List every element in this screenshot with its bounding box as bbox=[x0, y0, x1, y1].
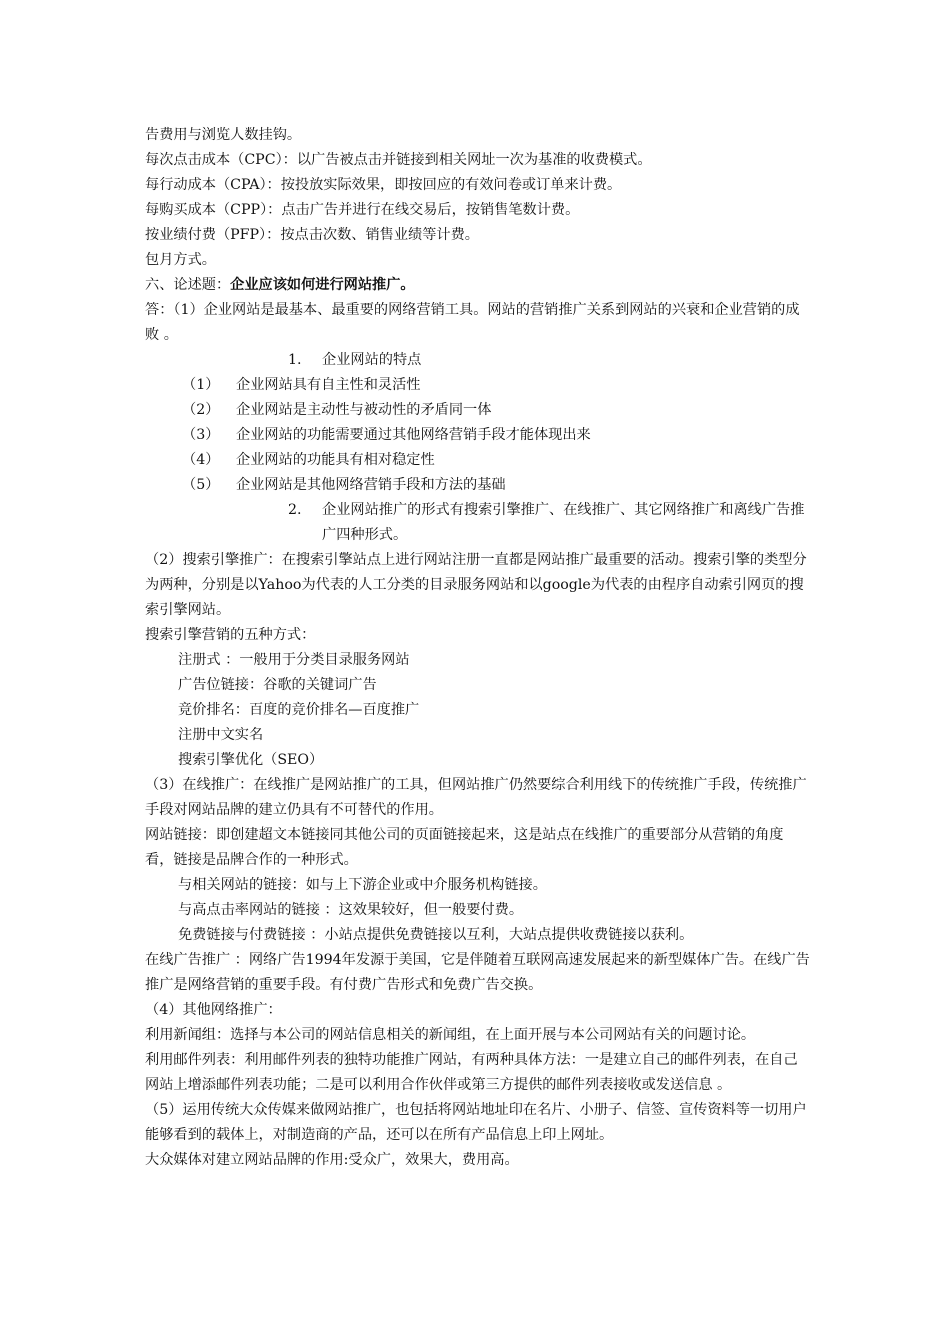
list-text: 企业网站推广的形式有搜索引擎推广、在线推广、其它网络推广和离线广告推广四种形式。 bbox=[322, 502, 805, 543]
list-number: 1. bbox=[288, 352, 302, 368]
paragraph: 每行动成本（CPA）：按投放实际效果，即按回应的有效问卷或订单来计费。 bbox=[145, 177, 622, 193]
document-body bbox=[145, 123, 810, 1173]
paragraph: 搜索引擎营销的五种方式： bbox=[145, 627, 316, 643]
essay-question: 企业应该如何进行网站推广。 bbox=[230, 277, 415, 293]
paragraph: （2）搜索引擎推广：在搜索引擎站点上进行网站注册一直都是网站推广最重要的活动。搜索引擎的类型分为两种，分别是以Yahoo为代表的人工分类的目录服务网站和以google为代表的由程序自动索引网页的搜索引擎网站。 bbox=[145, 552, 807, 618]
list-item: 注册中文实名 bbox=[178, 727, 264, 743]
section-label: 六、论述题： bbox=[145, 277, 231, 293]
paragraph: 告费用与浏览人数挂钩。 bbox=[145, 127, 302, 143]
paragraph: 利用新闻组：选择与本公司的网站信息相关的新闻组，在上面开展与本公司网站有关的问题讨论。 bbox=[145, 1027, 756, 1043]
list-item: （5） 企业网站是其他网络营销手段和方法的基础 bbox=[182, 477, 506, 493]
section-heading bbox=[145, 273, 810, 298]
list-item: 免费链接与付费链接 ：小站点提供免费链接以互利，大站点提供收费链接以获利。 bbox=[178, 927, 694, 943]
list-item: 与相关网站的链接：如与上下游企业或中介服务机构链接。 bbox=[178, 877, 547, 893]
list-item: （3） 企业网站的功能需要通过其他网络营销手段才能体现出来 bbox=[182, 427, 591, 443]
paragraph: 在线广告推广 ：网络广告1994年发源于美国，它是伴随着互联网高速发展起来的新型媒体广告。在线广告推广是网络营销的重要手段。有付费广告形式和免费广告交换。 bbox=[145, 952, 810, 993]
list-item: 广告位链接：谷歌的关键词广告 bbox=[178, 677, 377, 693]
list-item: 注册式 ：一般用于分类目录服务网站 bbox=[178, 652, 410, 668]
list-item: 搜索引擎优化（SEO） bbox=[178, 752, 324, 768]
list-item: （2） 企业网站是主动性与被动性的矛盾同一体 bbox=[182, 402, 492, 418]
paragraph: （5）运用传统大众传媒来做网站推广，也包括将网站地址印在名片、小册子、信签、宣传资料等一切用户能够看到的载体上，对制造商的产品，还可以在所有产品信息上印上网址。 bbox=[145, 1102, 807, 1143]
paragraph: 网站链接：即创建超文本链接同其他公司的页面链接起来，这是站点在线推广的重要部分从营销的角度看，链接是品牌合作的一种形式。 bbox=[145, 827, 784, 868]
paragraph: 按业绩付费（PFP）：按点击次数、销售业绩等计费。 bbox=[145, 227, 479, 243]
numbered-heading bbox=[145, 498, 810, 548]
list-item: （4） 企业网站的功能具有相对稳定性 bbox=[182, 452, 435, 468]
list-item: （1） 企业网站具有自主性和灵活性 bbox=[182, 377, 421, 393]
numbered-heading bbox=[145, 348, 810, 373]
list-number: 2. bbox=[288, 502, 302, 518]
list-title: 企业网站的特点 bbox=[322, 352, 422, 368]
answer-paragraph: 答：（1）企业网站是最基本、最重要的网络营销工具。网站的营销推广关系到网站的兴衰和企业营销的成败 。 bbox=[145, 302, 800, 343]
paragraph: （4）其他网络推广： bbox=[145, 1002, 282, 1018]
list-item: 与高点击率网站的链接 ：这效果较好，但一般要付费。 bbox=[178, 902, 524, 918]
list-item: 竞价排名：百度的竞价排名—百度推广 bbox=[178, 702, 420, 718]
paragraph: （3）在线推广：在线推广是网站推广的工具，但网站推广仍然要综合利用线下的传统推广手段，传统推广手段对网站品牌的建立仍具有不可替代的作用。 bbox=[145, 777, 807, 818]
paragraph: 利用邮件列表：利用邮件列表的独特功能推广网站，有两种具体方法：一是建立自己的邮件列表，在自己网站上增添邮件列表功能；二是可以利用合作伙伴或第三方提供的邮件列表接收或发送信息 。 bbox=[145, 1052, 798, 1093]
paragraph: 每次点击成本（CPC）：以广告被点击并链接到相关网址一次为基准的收费模式。 bbox=[145, 152, 652, 168]
paragraph: 包月方式。 bbox=[145, 252, 216, 268]
paragraph: 大众媒体对建立网站品牌的作用:受众广，效果大，费用高。 bbox=[145, 1152, 519, 1168]
paragraph: 每购买成本（CPP）：点击广告并进行在线交易后，按销售笔数计费。 bbox=[145, 202, 580, 218]
